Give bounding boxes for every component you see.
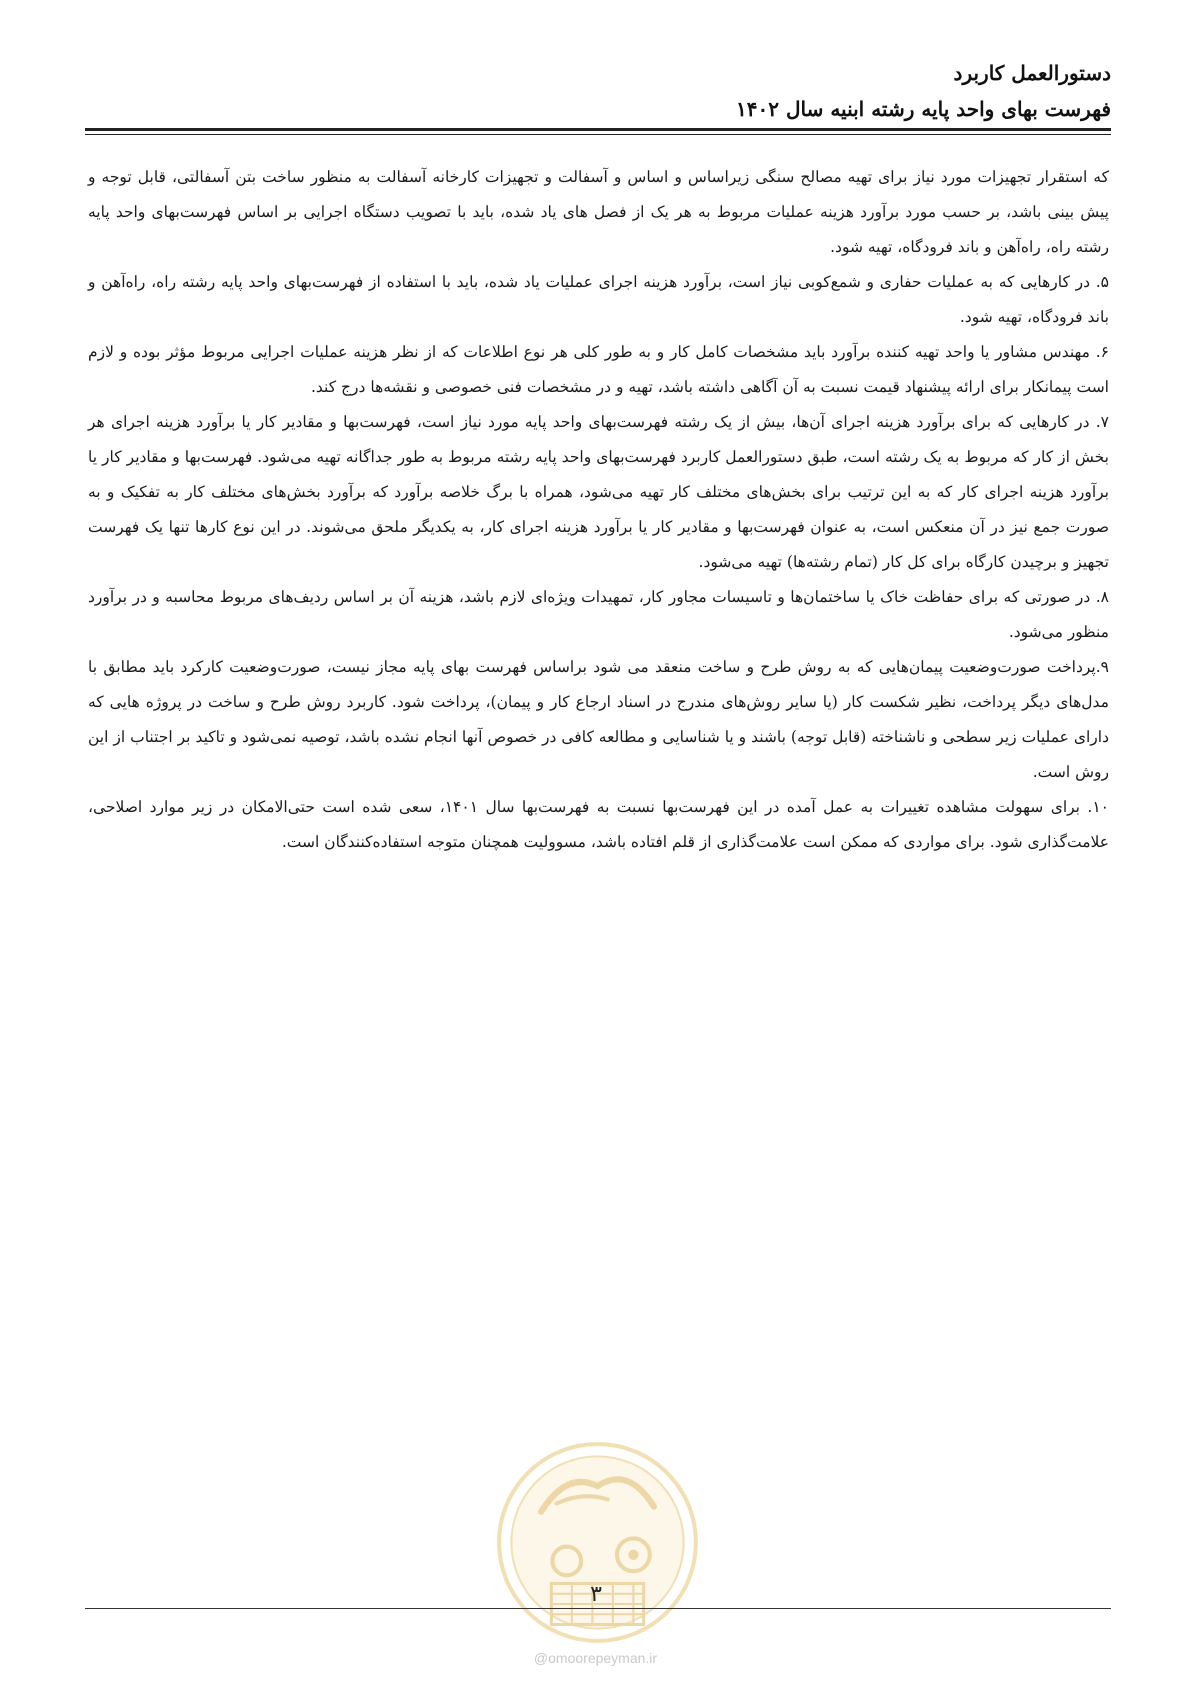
header-rule-thick (85, 128, 1111, 131)
watermark-seal-logo (495, 1440, 700, 1645)
paragraph-7: ۷. در کارهایی که برای برآورد هزینه اجرای آن‌ها، بیش از یک رشته فهرست‌بهای واحد پایه مورد نیاز است، فهرست‌بها و مقادیر کار یا برآورد هزینه اجرای هر بخش از کار که مربوط به یک رشته است، طبق دستورالعمل کاربرد فهرست‌بهای واحد پایه رشته مربوط به طور جداگانه تهیه می‌شود. فهرست‌بها و مقادیر کار یا برآورد هزینه اجرای کار که به این ترتیب برای بخش‌های مختلف کار تهیه می‌شود، همراه با برگ خلاصه برآورد که برآورد بخش‌های مختلف کار به تفکیک و به صورت جمع نیز در آن منعکس است، به عنوان فهرست‌بها و مقادیر کار یا برآورد هزینه اجرای کار، به یکدیگر ملحق می‌شوند. در این نوع کارها تنها یک فهرست تجهیز و برچیدن کارگاه برای کل کار (تمام رشته‌ها) تهیه می‌شود. (88, 413, 1109, 571)
paragraph-10: ۱۰. برای سهولت مشاهده تغییرات به عمل آمده در این فهرست‌بها نسبت به فهرست‌بها سال ۱۴۰۱، سعی شده است حتی‌الامکان در زیر موارد اصلاحی، علامت‌گذاری شود. برای مواردی که ممکن است علامت‌گذاری از قلم افتاده باشد، مسوولیت همچنان متوجه استفاده‌کنندگان است. (88, 798, 1109, 851)
header-rule-thin (85, 134, 1111, 135)
paragraph-8: ۸. در صورتی که برای حفاظت خاک یا ساختمان‌ها و تاسیسات مجاور کار، تمهیدات ویژه‌ای لازم باشد، هزینه آن بر اساس ردیف‌های مربوط محاسبه و در برآورد منظور می‌شود. (88, 588, 1109, 641)
page-number: ۳ (590, 1582, 602, 1607)
paragraph-5: ۵. در کارهایی که به عملیات حفاری و شمع‌کوبی نیاز است، برآورد هزینه اجرای عملیات یاد شده، باید با استفاده از فهرست‌بهای واحد پایه رشته راه، راه‌آهن و باند فرودگاه، تهیه شود. (88, 273, 1109, 326)
header-subtitle: فهرست بهای واحد پایه رشته ابنیه سال ۱۴۰۲ (736, 97, 1111, 121)
document-body (88, 160, 1109, 860)
watermark-url: @omoorepeyman.ir (533, 1650, 658, 1666)
paragraph-9: ۹.پرداخت صورت‌وضعیت پیمان‌هایی که به روش طرح و ساخت منعقد می شود براساس فهرست بهای پایه مجاز نیست، صورت‌وضعیت کارکرد باید مطابق با مدل‌های دیگر پرداخت، نظیر شکست کار (یا سایر روش‌های مندرج در اسناد ارجاع کار و پیمان)، پرداخت شود. کاربرد روش طرح و ساخت در پروژه هایی که دارای عملیات زیر سطحی و ناشناخته (قابل توجه) باشند و یا شناسایی و مطالعه کافی در خصوص آنها انجام نشده باشد، توصیه نمی‌شود و تاکید بر اجتناب از این روش است. (88, 658, 1109, 781)
paragraph-continuation: که استقرار تجهیزات مورد نیاز برای تهیه مصالح سنگی زیراساس و اساس و آسفالت و تجهیزات کارخانه آسفالت به منظور ساخت بتن آسفالتی، قابل توجه و پیش بینی باشد، بر حسب مورد برآورد هزینه عملیات مربوط به هر یک از فصل های یاد شده، باید با تصویب دستگاه اجرایی بر اساس فهرست‌بهای واحد پایه رشته راه، راه‌آهن و باند فرودگاه، تهیه شود. (88, 168, 1109, 256)
page-header (85, 58, 1111, 124)
paragraph-6: ۶. مهندس مشاور یا واحد تهیه کننده برآورد باید مشخصات کامل کار و به طور کلی هر نوع اطلاعات که از نظر هزینه عملیات اجرایی مربوط مؤثر بوده و لازم است پیمانکار برای ارائه پیشنهاد قیمت نسبت به آن آگاهی داشته باشد، تهیه و در مشخصات فنی خصوصی و نقشه‌ها درج کند. (88, 343, 1109, 396)
header-title: دستورالعمل کاربرد (953, 61, 1111, 85)
footer-rule (85, 1608, 1111, 1609)
